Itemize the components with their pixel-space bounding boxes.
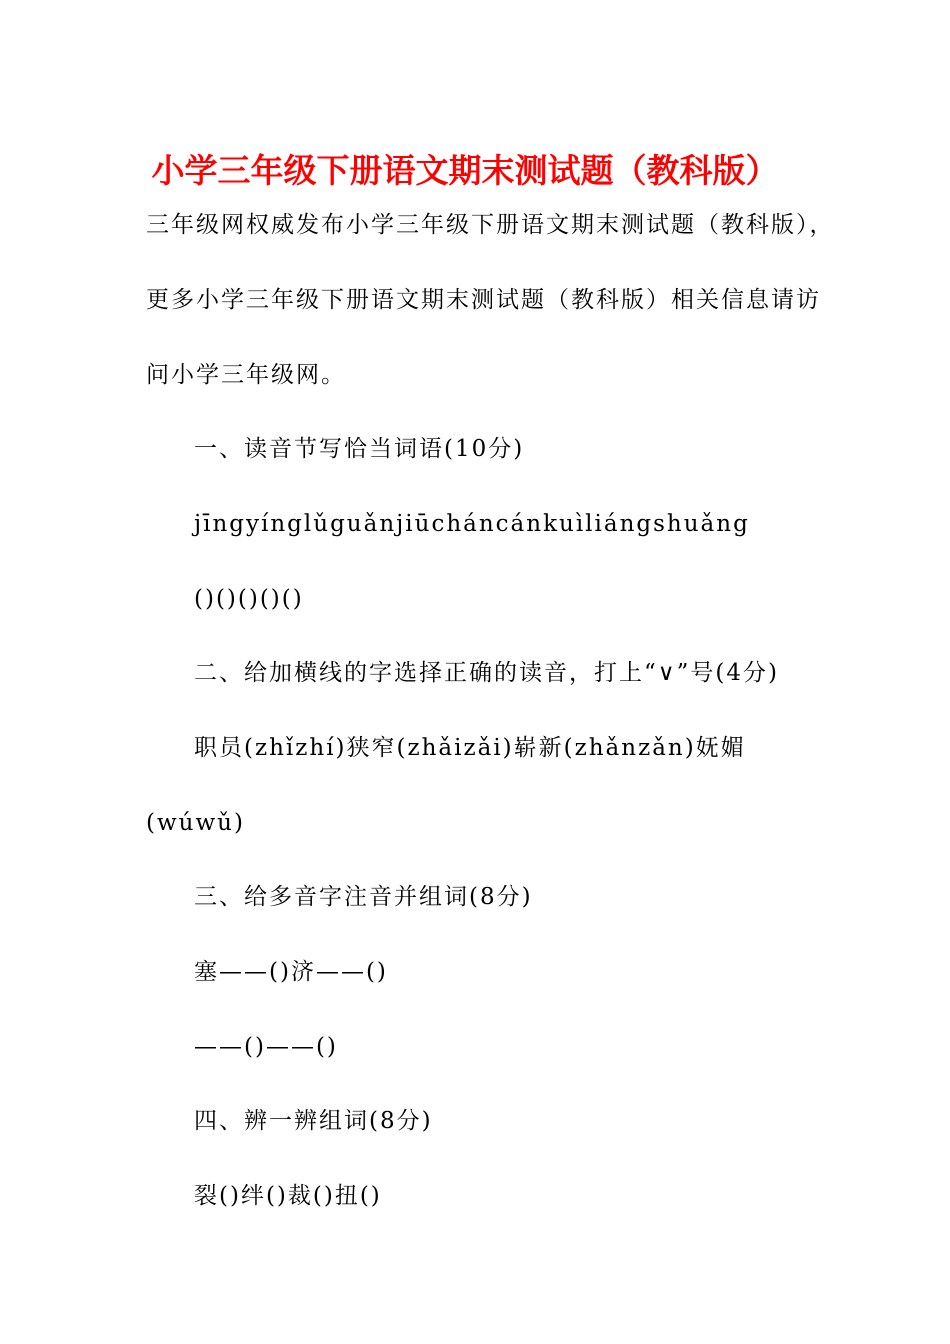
document-title: 小学三年级下册语文期末测试题（教科版） bbox=[151, 151, 779, 190]
section-3-line-2: ——()——() bbox=[194, 1034, 338, 1060]
section-4-line-1: 裂()绊()裁()扭() bbox=[194, 1183, 382, 1209]
intro-line-1: 三年级网权威发布小学三年级下册语文期末测试题（教科版）， bbox=[146, 212, 835, 238]
section-1-pinyin: jīngyínglǔguǎnjiūcháncánkuìliángshuǎng bbox=[194, 511, 750, 537]
intro-line-2: 更多小学三年级下册语文期末测试题（教科版）相关信息请访 bbox=[146, 287, 821, 313]
intro-line-3: 问小学三年级网。 bbox=[146, 362, 346, 388]
section-4-heading: 四、辨一辨组词(8分) bbox=[194, 1108, 433, 1134]
section-2-heading: 二、给加横线的字选择正确的读音，打上“∨”号(4分) bbox=[194, 660, 779, 686]
section-3-heading: 三、给多音字注音并组词(8分) bbox=[194, 884, 533, 910]
section-2-line-1: 职员(zhǐzhí)狭窄(zhǎizǎi)崭新(zhǎnzǎn)妩媚 bbox=[194, 735, 746, 761]
section-1-heading: 一、读音节写恰当词语(10分) bbox=[194, 436, 525, 462]
section-2-line-2: (wúwǔ) bbox=[146, 810, 245, 836]
section-1-blanks: ()()()()() bbox=[194, 586, 304, 612]
section-3-line-1: 塞——()济——() bbox=[194, 959, 388, 985]
